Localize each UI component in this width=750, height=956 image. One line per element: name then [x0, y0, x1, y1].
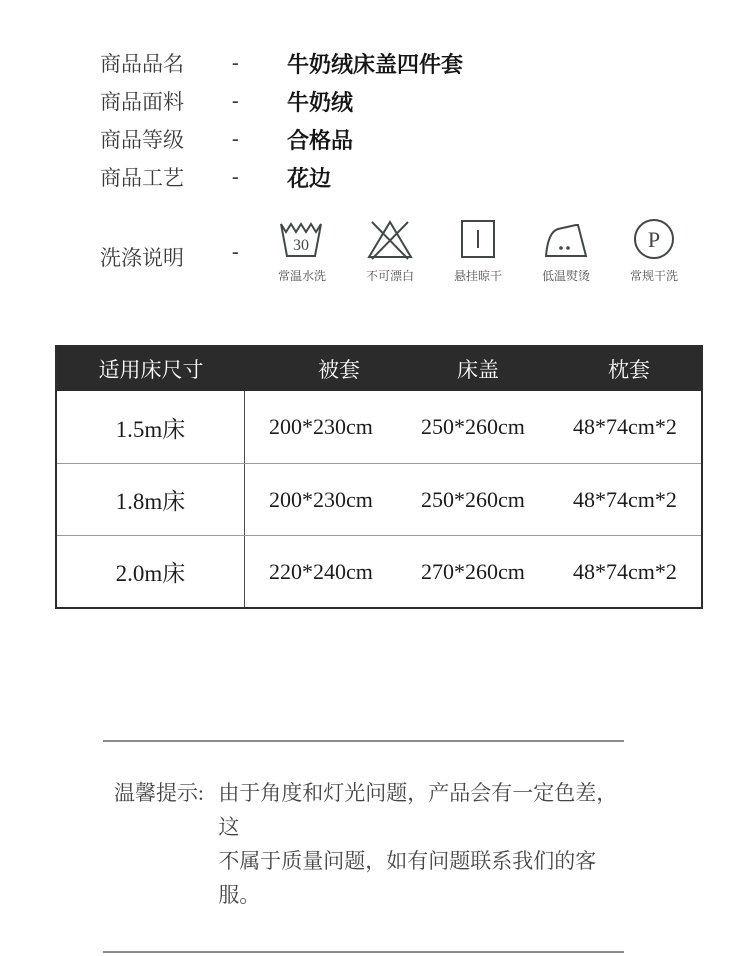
spec-label: 商品面料 — [100, 90, 184, 114]
notice-text-line: 不属于质量问题，如有问题联系我们的客服。 — [218, 849, 597, 907]
table-row — [57, 463, 701, 535]
column-header: 被套 — [318, 358, 360, 382]
spec-separator: - — [232, 165, 239, 188]
washing-item-no-bleach — [346, 214, 434, 284]
table-cell: 200*230cm — [269, 414, 373, 439]
washing-caption: 常规干洗 — [629, 269, 678, 283]
svg-text:P: P — [647, 227, 661, 252]
spec-label: 商品等级 — [100, 128, 184, 152]
svg-text:30: 30 — [293, 237, 309, 254]
column-header: 适用床尺寸 — [98, 358, 204, 382]
dry-clean-icon — [630, 216, 678, 262]
spec-row-fabric — [100, 82, 660, 120]
table-cell: 48*74cm*2 — [573, 414, 677, 439]
spec-row-craft — [100, 158, 660, 196]
notice-text — [218, 776, 624, 912]
washing-separator: - — [232, 241, 239, 263]
table-row — [57, 535, 701, 607]
washing-label: 洗涤说明 — [100, 246, 184, 270]
no-bleach-icon — [366, 216, 414, 262]
washing-icon-list — [258, 214, 698, 284]
wash-30-icon — [278, 216, 326, 262]
product-spec-list — [100, 44, 660, 196]
spec-separator: - — [232, 127, 239, 150]
spec-label: 商品品名 — [100, 52, 184, 76]
washing-caption: 低温熨烫 — [541, 269, 590, 283]
spec-separator: - — [232, 51, 239, 74]
column-header: 枕套 — [608, 358, 650, 382]
table-cell: 250*260cm — [421, 414, 525, 439]
spec-value: 牛奶绒 — [287, 89, 354, 115]
spec-label: 商品工艺 — [100, 166, 184, 190]
table-cell: 270*260cm — [421, 558, 525, 584]
table-cell: 250*260cm — [421, 486, 525, 512]
table-cell: 2.0m床 — [57, 536, 245, 607]
washing-instructions — [100, 214, 700, 284]
table-cell: 200*230cm — [269, 486, 373, 512]
size-table — [55, 345, 703, 609]
washing-item-dry-clean — [610, 214, 698, 284]
notice-text-line: 由于角度和灯光问题，产品会有一定色差，这 — [218, 781, 618, 839]
washing-item-hang-dry — [434, 214, 522, 284]
washing-caption: 不可漂白 — [365, 269, 414, 283]
washing-item-wash-30 — [258, 214, 346, 284]
size-table-header — [57, 347, 701, 391]
spec-value: 牛奶绒床盖四件套 — [287, 51, 464, 77]
notice-divider-top — [103, 740, 624, 742]
notice-body — [103, 776, 624, 912]
table-cell: 48*74cm*2 — [573, 486, 677, 512]
washing-caption: 常温水洗 — [277, 269, 326, 283]
warm-notice-section — [103, 740, 624, 953]
table-cell: 1.8m床 — [57, 464, 245, 535]
notice-label: 温馨提示: — [114, 781, 204, 805]
hang-dry-icon — [454, 216, 502, 262]
spec-value: 花边 — [287, 165, 332, 191]
table-cell: 1.5m床 — [57, 391, 245, 463]
table-cell: 48*74cm*2 — [573, 558, 677, 584]
spec-separator: - — [232, 89, 239, 112]
notice-divider-bottom — [103, 951, 624, 953]
spec-value: 合格品 — [287, 127, 354, 153]
table-row — [57, 391, 701, 463]
washing-item-low-iron — [522, 214, 610, 284]
table-cell: 220*240cm — [269, 558, 373, 584]
spec-row-grade — [100, 120, 660, 158]
spec-row-name — [100, 44, 660, 82]
low-iron-icon — [542, 216, 590, 262]
washing-caption: 悬挂晾干 — [453, 269, 502, 283]
column-header: 床盖 — [457, 358, 499, 382]
